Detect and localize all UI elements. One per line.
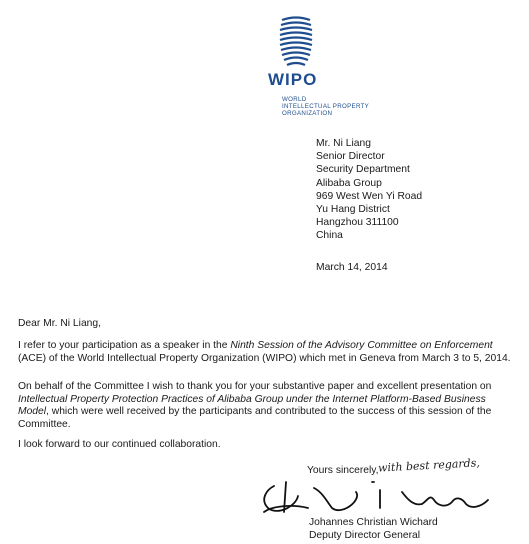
recipient-country: China	[316, 230, 343, 242]
recipient-city: Hangzhou 311100	[316, 217, 399, 229]
signer-name: Johannes Christian Wichard	[309, 517, 438, 528]
logo-org-name	[282, 96, 412, 117]
paragraph-text: On behalf of the Committee I wish to thank you for your substantive paper and excellent presentation on	[18, 381, 492, 392]
body-paragraph	[18, 340, 518, 365]
recipient-department: Security Department	[316, 164, 410, 176]
paragraph-text: , which were well received by the participants and contributed to the success of this session of the Committee.	[18, 406, 492, 430]
paragraph-italic-text: Intellectual Property Protection Practices of Alibaba Group under the Internet Platform-Based Business Model	[18, 393, 486, 418]
letter-date: March 14, 2014	[316, 262, 388, 273]
paragraph-italic-text: Ninth Session of the Advisory Committee on Enforcement	[230, 340, 493, 351]
logo-org-line: WORLD	[282, 96, 307, 103]
paragraph-text: I refer to your participation as a speaker in the	[18, 340, 231, 351]
handwritten-note: with best regards,	[377, 456, 481, 475]
logo-org-line: ORGANIZATION	[282, 110, 333, 117]
recipient-company: Alibaba Group	[316, 177, 382, 189]
logo-org-line: INTELLECTUAL PROPERTY	[282, 103, 370, 110]
recipient-address	[316, 137, 422, 243]
paragraph-text: (ACE) of the World Intellectual Property Organization (WIPO) which met in Geneva from March 3 to 5, 2014.	[18, 352, 511, 364]
recipient-name: Mr. Ni Liang	[316, 138, 371, 149]
salutation: Dear Mr. Ni Liang,	[18, 318, 101, 329]
wipo-logo	[264, 14, 370, 117]
logo-wordmark: WIPO	[268, 70, 318, 89]
recipient-street: 969 West Wen Yi Road	[316, 190, 423, 202]
closing: Yours sincerely,	[307, 465, 379, 476]
signer-title: Deputy Director General	[309, 529, 421, 541]
body-paragraph	[18, 381, 518, 431]
signer-block	[309, 517, 438, 542]
handwritten-signature	[252, 478, 502, 520]
wipo-stacked-arcs-icon	[276, 14, 316, 68]
recipient-district: Yu Hang District	[316, 204, 390, 216]
body-paragraph: I look forward to our continued collaboration.	[18, 439, 221, 450]
recipient-title: Senior Director	[316, 151, 385, 163]
